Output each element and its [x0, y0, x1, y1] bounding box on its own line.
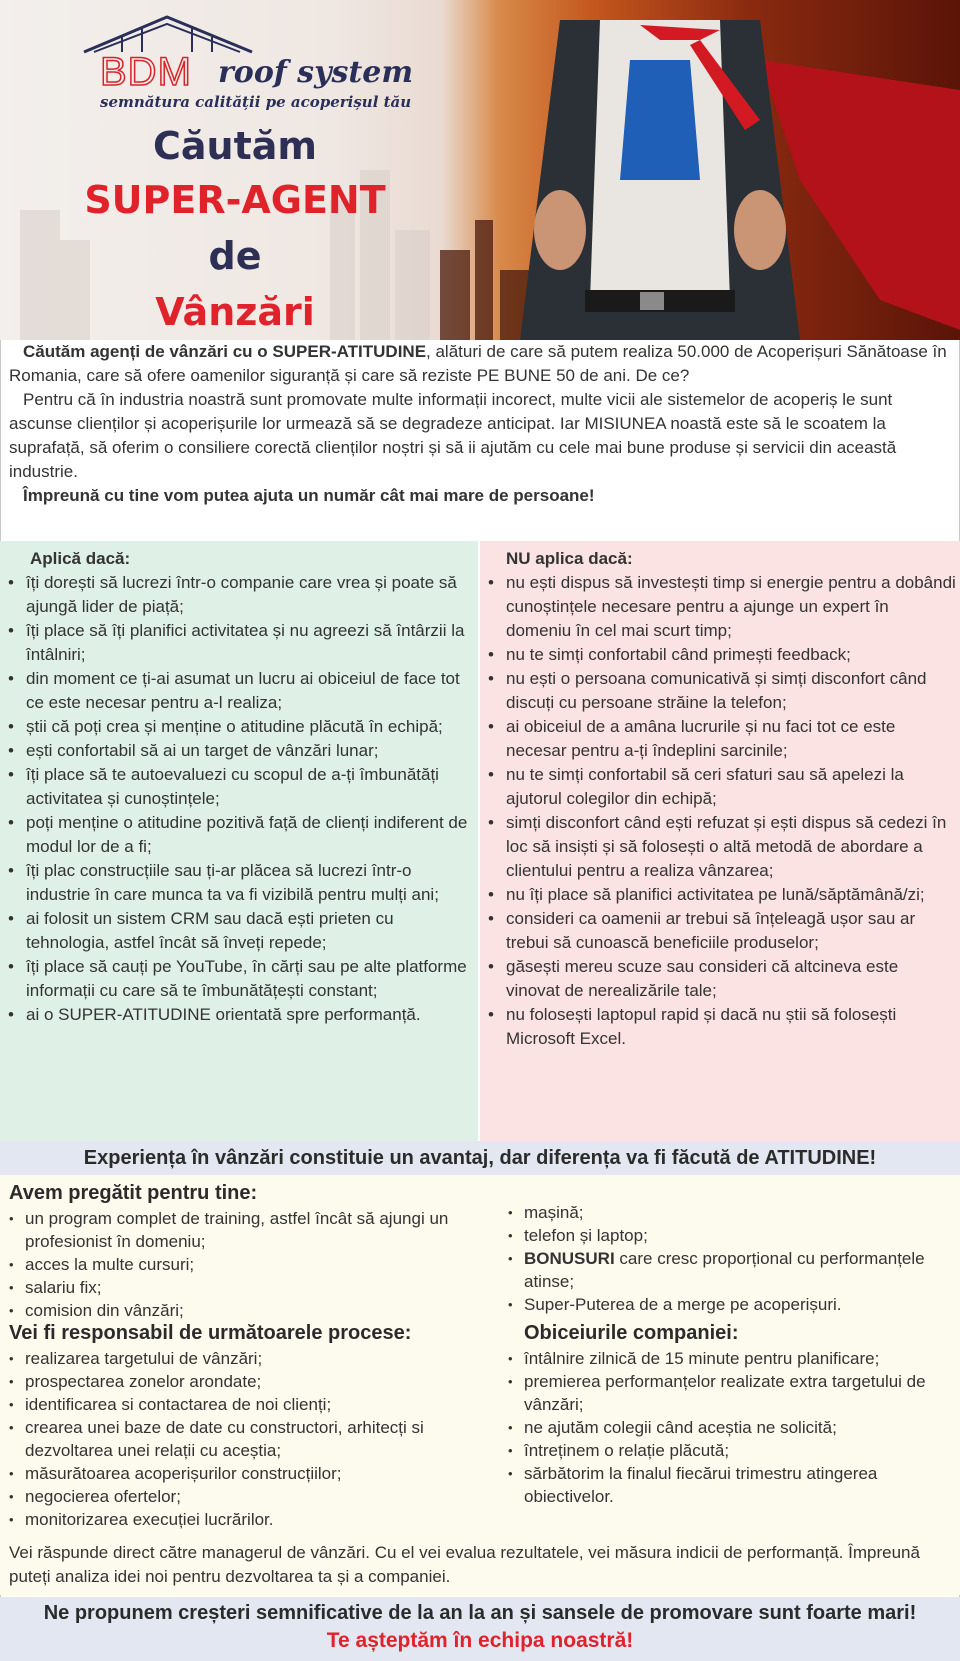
- dont-apply-item: • nu ești dispus să investești timp si energie pentru a dobândi cunoștințele necesare pentru a ajunge un expert în domeniu în cel mai scurt timp;: [480, 571, 956, 643]
- habit-item: • premierea performanțelor realizate extra targetului de vânzări;: [508, 1370, 948, 1416]
- headline-line-2: SUPER-AGENT: [84, 178, 386, 222]
- intro-together-text: Împreună cu tine vom putea ajuta un număr cât mai mare de persoane!: [23, 486, 595, 505]
- closing-paragraph: Vei răspunde direct către managerul de vânzări. Cu el vei evalua rezultatele, vei măsura indicii de performanță. Împreună puteți analiza idei noi pentru dezvoltarea ta și a companiei.: [9, 1543, 920, 1586]
- dont-apply-item: • nu te simți confortabil când primești feedback;: [480, 643, 956, 667]
- responsibility-item: • monitorizarea execuției lucrărilor.: [9, 1508, 449, 1531]
- dont-apply-item: • consideri ca oamenii ar trebui să înțeleagă ușor sau ar trebui să cunoască beneficiile produselor;: [480, 907, 956, 955]
- offer-item: • un program complet de training, astfel încât să ajungi un profesionist în domeniu;: [9, 1207, 449, 1253]
- offer-item: • acces la multe cursuri;: [9, 1253, 449, 1276]
- offer-item: • mașină;: [508, 1201, 928, 1224]
- intro-bold: Căutăm agenți de vânzări cu o SUPER-ATITUDINE: [23, 342, 427, 361]
- apply-item: • din moment ce ți-ai asumat un lucru ai obiceiul de face tot ce este necesar pentru a-l realiza;: [0, 667, 470, 715]
- dont-apply-list: [480, 571, 956, 1051]
- dont-apply-item: • nu ești o persoana comunicativă și simți disconfort când discuți cu persoane străine la telefon;: [480, 667, 956, 715]
- bonus-bold: BONUSURI: [524, 1249, 615, 1268]
- apply-item: • ai o SUPER-ATITUDINE orientată spre performanță.: [0, 1003, 470, 1027]
- dont-apply-item: • găsești mereu scuze sau consideri că altcineva este vinovat de nerealizările tale;: [480, 955, 956, 1003]
- offer-item: • comision din vânzări;: [9, 1299, 449, 1322]
- intro-section: [9, 340, 953, 508]
- dont-apply-item: • nu folosești laptopul rapid și dacă nu știi să folosești Microsoft Excel.: [480, 1003, 956, 1051]
- intro-mission-text: Pentru că în industria noastră sunt promovate multe informații incorect, multe vicii ale sistemelor de acoperiș le sunt ascunse clienților și acoperișurile lor urmează să se degradeze anticipat. Iar MISIUNEA noastă este să le scoatem la suprafață, să oferim o consiliere corectă clienților noștri și să ii ajutăm cu cele mai bune produse și servicii din această industrie.: [9, 390, 897, 481]
- apply-item: • îți place să îți planifici activitatea și nu agreezi să întârzii la întâlniri;: [0, 619, 470, 667]
- apply-item: • îți place să te autoevaluezi cu scopul de a-ți îmbunătăți activitatea și cunoștințele;: [0, 763, 470, 811]
- dont-apply-column: [480, 541, 960, 1141]
- headline-line-3: de: [208, 234, 262, 278]
- responsibility-item: • negocierea ofertelor;: [9, 1485, 449, 1508]
- apply-item: • îți dorești să lucrezi într-o companie care vrea și poate să ajungă lider de piață;: [0, 571, 470, 619]
- responsibility-item: • prospectarea zonelor arondate;: [9, 1370, 449, 1393]
- offer-item-bonus: [508, 1247, 928, 1293]
- brand-name: BDM: [100, 50, 192, 94]
- headline-line-4: Vânzări: [155, 290, 315, 334]
- offer-list-right: [508, 1201, 928, 1316]
- dont-apply-title: NU aplica dacă:: [506, 549, 633, 568]
- offer-item: • telefon și laptop;: [508, 1224, 928, 1247]
- apply-title: Aplică dacă:: [30, 549, 131, 568]
- offer-item: • salariu fix;: [9, 1276, 449, 1299]
- attitude-banner: Experiența în vânzări constituie un avantaj, dar diferența va fi făcută de ATITUDINE!: [0, 1141, 960, 1175]
- apply-item: • ai folosit un sistem CRM sau dacă ești prieten cu tehnologia, astfel încât să înveți repede;: [0, 907, 470, 955]
- habit-item: • ne ajutăm colegii când aceștia ne solicită;: [508, 1416, 948, 1439]
- habit-item: • întâlnire zilnică de 15 minute pentru planificare;: [508, 1347, 948, 1370]
- bonus-text: care cresc proporțional cu performanțele atinse;: [524, 1249, 925, 1291]
- final-line-2: Te așteptăm în echipa noastră!: [326, 1629, 634, 1652]
- intro-paragraph-2: [9, 388, 953, 484]
- responsibility-item: • crearea unei baze de date cu constructori, arhitecți si dezvoltarea unei relații cu aceștia;: [9, 1416, 449, 1462]
- intro-paragraph-3: [9, 484, 953, 508]
- intro-paragraph-1: [9, 340, 953, 388]
- apply-item: • poți menține o atitudine pozitivă față de clienți indiferent de modul lor de a fi;: [0, 811, 470, 859]
- final-line-1: Ne propunem creșteri semnificative de la an la an și sansele de promovare sunt foarte mari!: [43, 1602, 917, 1624]
- dont-apply-item: • nu îți place să planifici activitatea pe lună/săptămână/zi;: [480, 883, 956, 907]
- offer-list-left: [9, 1207, 449, 1322]
- hero-banner: [0, 0, 960, 340]
- responsibility-item: • identificarea si contactarea de noi clienți;: [9, 1393, 449, 1416]
- dont-apply-item: • nu te simți confortabil să ceri sfaturi sau să apelezi la ajutorul colegilor din echipă;: [480, 763, 956, 811]
- brand-suffix: roof system: [218, 55, 414, 90]
- habits-title: Obiceiurile companiei:: [524, 1322, 739, 1344]
- apply-if-column: [0, 541, 478, 1141]
- apply-list: [0, 571, 470, 1027]
- headline-line-1: Căutăm: [153, 124, 317, 168]
- habit-item: • sărbătorim la finalul fiecărui trimestru atingerea obiectivelor.: [508, 1462, 948, 1508]
- habit-item: • întreținem o relație plăcută;: [508, 1439, 948, 1462]
- responsibilities-title: Vei fi responsabil de următoarele procese:: [9, 1322, 412, 1344]
- offer-title: Avem pregătit pentru tine:: [9, 1182, 258, 1204]
- responsibility-item: • măsurătoarea acoperișurilor construcțiilor;: [9, 1462, 449, 1485]
- responsibilities-list: [9, 1347, 449, 1531]
- apply-item: • îți plac construcțiile sau ți-ar plăcea să lucrezi într-o industrie în care munca ta va fi vizibilă pentru mulți ani;: [0, 859, 470, 907]
- dont-apply-item: • ai obiceiul de a amâna lucrurile și nu faci tot ce este necesar pentru a-ți îndeplini sarcinile;: [480, 715, 956, 763]
- brand-tagline: semnătura calității pe acoperișul tău: [100, 93, 412, 111]
- dont-apply-item: • simți disconfort când ești refuzat și ești dispus să cedezi în loc să insiști și să folosești o altă metodă de abordare a clientului pentru a realiza vânzarea;: [480, 811, 956, 883]
- offer-item-superpower: • Super-Puterea de a merge pe acoperișuri.: [508, 1293, 928, 1316]
- habits-list: [508, 1347, 948, 1508]
- responsibility-item: • realizarea targetului de vânzări;: [9, 1347, 449, 1370]
- final-banner: [0, 1597, 960, 1661]
- apply-item: • îți place să cauți pe YouTube, în cărți sau pe alte platforme informații cu care să te îmbunătățești constant;: [0, 955, 470, 1003]
- apply-item: • știi că poți crea și menține o atitudine plăcută în echipă;: [0, 715, 470, 739]
- intro-text: , alături de care să putem realiza 50.000 de Acoperișuri Sănătoase în Romania, care să ofere oamenilor siguranță și care să reziste PE BUNE 50 de ani. De ce?: [9, 342, 947, 385]
- apply-item: • ești confortabil să ai un target de vânzări lunar;: [0, 739, 470, 763]
- benefits-section: [0, 1175, 960, 1595]
